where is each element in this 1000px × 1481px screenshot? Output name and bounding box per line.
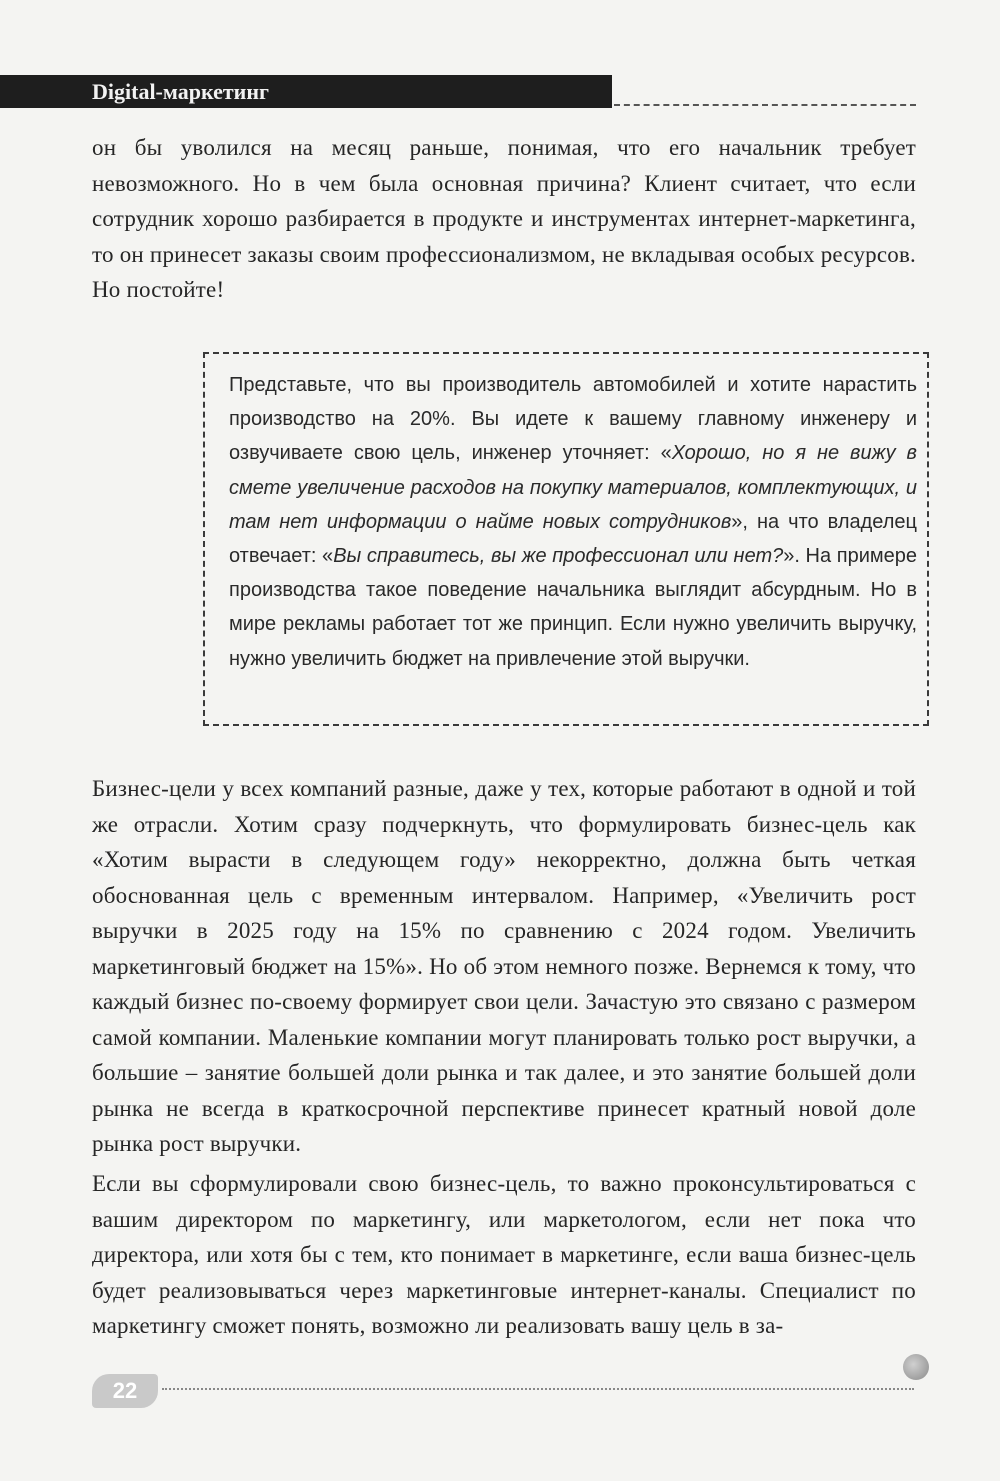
callout-quote-owner: Вы справитесь, вы же профессионал или нет? <box>333 545 784 568</box>
footer-divider <box>162 1388 914 1390</box>
callout-part-3: ». На примере производства такое поведение начальника выглядит абсурдным. Но в мире рекламы работает тот же принцип. Если нужно увеличить выручку, нужно увеличить бюджет на привлечение этой выручки. <box>229 545 918 670</box>
callout-box <box>203 352 929 726</box>
page-number-badge: 22 <box>92 1374 158 1408</box>
header-divider <box>614 104 916 106</box>
footer-ornament-dot <box>903 1354 929 1380</box>
paragraph-intro: он бы уволился на месяц раньше, понимая, что его начальник требует невозможного. Но в чем была основная причина? Клиент считает, что если сотрудник хорошо разбирается в продукте и инструментах интернет-маркетинга, то он принесет заказы своим профессионализмом, не вкладывая особых ресурсов. Но постойте! <box>92 135 916 302</box>
paragraph-consult-marketer: Если вы сформулировали свою бизнес-цель, то важно проконсультироваться с вашим директором по маркетингу, или маркетологом, если нет пока что директора, или хотя бы с тем, кто понимает в маркетинге, если ваша бизнес-цель будет реализовываться через маркетинговые интернет-каналы. Специалист по маркетингу сможет понять, возможно ли реализовать вашу цель в за- <box>92 1171 916 1338</box>
running-header-title: Digital-маркетинг <box>92 79 269 104</box>
callout-part-1: Представьте, что вы производитель автомобилей и хотите нарастить производство на 20%. Вы идете к вашему главному инженеру и озвучиваете свою цель, инженер уточняет: « <box>229 374 917 465</box>
paragraph-business-goals: Бизнес-цели у всех компаний разные, даже у тех, которые работают в одной и той же отрасли. Хотим сразу подчеркнуть, что формулировать бизнес-цель как «Хотим вырасти в следующем году» некорректно, должна быть четкая обоснованная цель с временным интервалом. Например, «Увеличить рост выручки в 2025 году на 15% по сравнению с 2024 годом. Увеличить маркетинговый бюджет на 15%». Но об этом немного позже. Вернемся к тому, что каждый бизнес по-своему формирует свои цели. Зачастую это связано с размером самой компании. Маленькие компании могут планировать только рост выручки, а большие – занятие большей доли рынка и так далее, и это занятие большей доли рынка не всегда в краткосрочной перспективе принесет кратный новой доле рынка рост выручки. <box>92 776 916 1156</box>
callout-text <box>229 368 917 676</box>
header-bar <box>0 75 612 108</box>
callout-quote-engineer: Хорошо, но я не вижу в смете увеличение расходов на покупку материалов, комплектующих, и там нет информации о найме новых сотрудников <box>229 442 917 533</box>
callout-part-2: », на что владелец отвечает: « <box>229 510 917 568</box>
